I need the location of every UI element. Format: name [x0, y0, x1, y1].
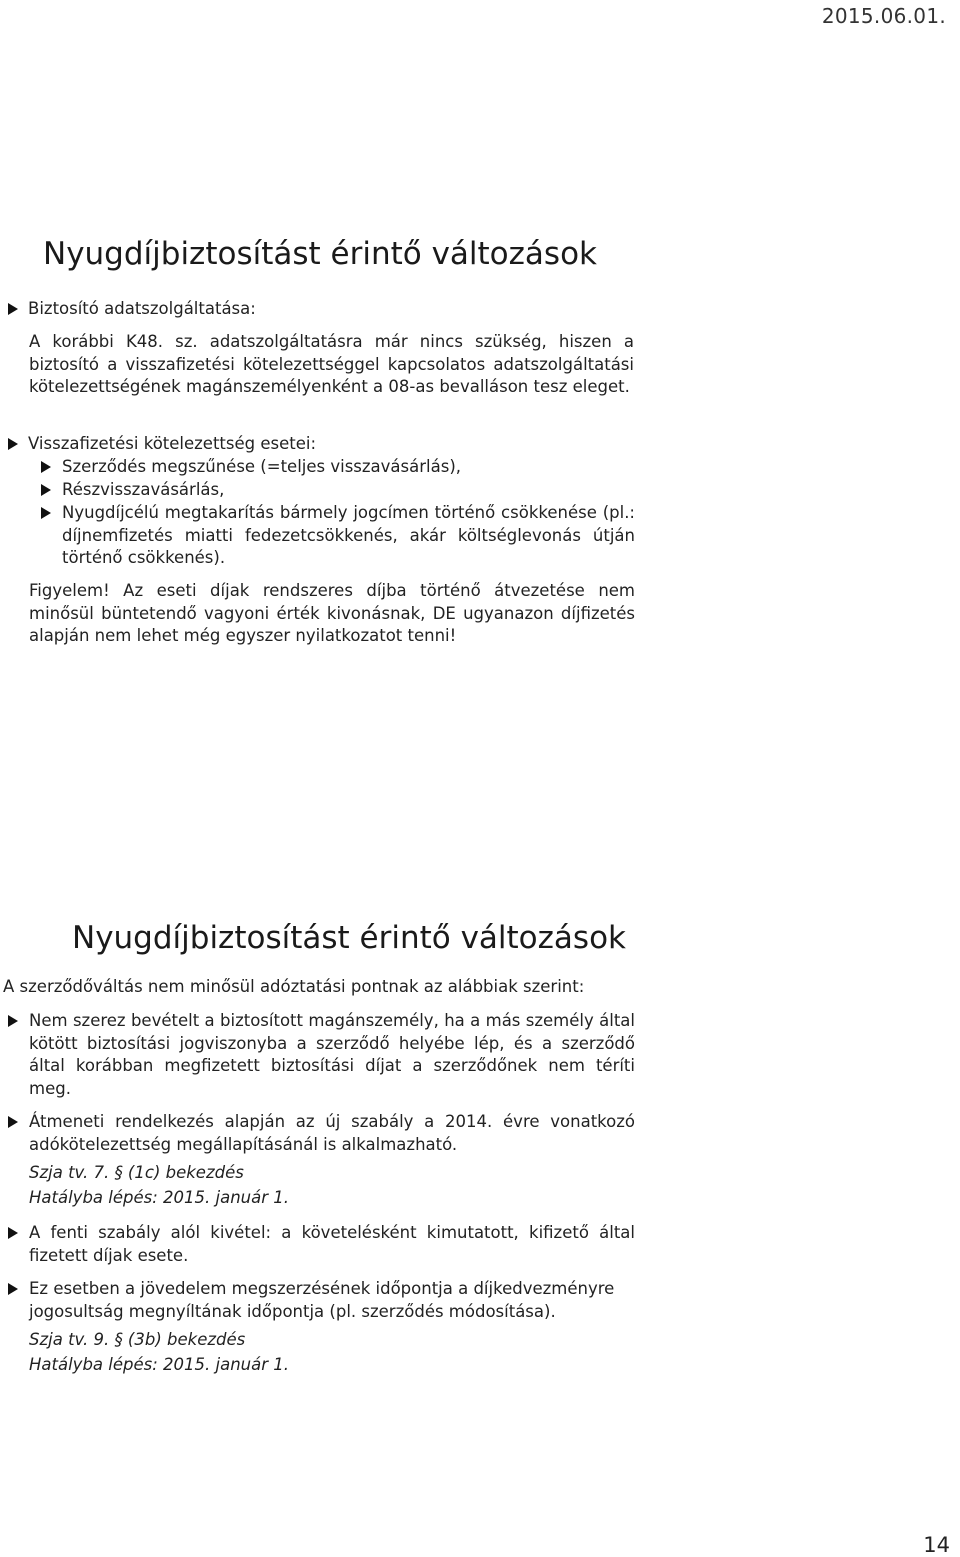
triangle-right-icon	[41, 484, 51, 496]
page-number: 14	[923, 1533, 950, 1557]
bullet-text: Biztosító adatszolgáltatása:	[28, 299, 256, 318]
sub-bullet-item	[41, 479, 635, 502]
slide-2-title: Nyugdíjbiztosítást érintő változások	[72, 920, 626, 956]
triangle-right-icon	[8, 303, 18, 315]
effective-date: Hatályba lépés: 2015. január 1.	[29, 1355, 290, 1374]
slide-1-title: Nyugdíjbiztosítást érintő változások	[43, 236, 597, 272]
triangle-right-icon	[8, 1283, 18, 1295]
sub-bullet-text: Részvisszavásárlás,	[62, 480, 225, 499]
bullet-item	[8, 1222, 635, 1267]
bullet-text: A fenti szabály alól kivétel: a követelésként kimutatott, kifizető által fizetett díjak esete.	[29, 1223, 635, 1265]
bullet-item	[8, 1278, 635, 1323]
law-reference: Szja tv. 9. § (3b) bekezdés	[29, 1330, 246, 1349]
sub-bullet-text: Szerződés megszűnése (=teljes visszavásárlás),	[62, 457, 462, 476]
sub-bullet-text: Nyugdíjcélú megtakarítás bármely jogcímen történő csökkenése (pl.: díjnemfizetés miatti fedezetcsökkenés, akár költséglevonás útján történő csökkenés).	[62, 503, 635, 567]
triangle-right-icon	[8, 438, 18, 450]
bullet-item	[8, 1010, 635, 1100]
bullet-text: Nem szerez bevételt a biztosított magánszemély, ha a más személy által kötött biztosítási jogviszonyba a szerződő helyébe lép, és a szerződő által korábban megfizetett biztosítási díjat a szerződőnek nem téríti meg.	[29, 1011, 635, 1098]
intro-text: A szerződőváltás nem minősül adóztatási pontnak az alábbiak szerint:	[3, 977, 585, 996]
bullet-item	[8, 298, 648, 321]
bullet-item	[8, 1111, 635, 1156]
bullet-text: Átmeneti rendelkezés alapján az új szabály a 2014. évre vonatkozó adókötelezettség megállapításánál is alkalmazható.	[29, 1112, 635, 1154]
triangle-right-icon	[8, 1015, 18, 1027]
bullet-text: Ez esetben a jövedelem megszerzésének időpontja a díjkedvezményre jogosultság megnyíltának időpontja (pl. szerződés módosítása).	[29, 1279, 615, 1321]
law-reference: Szja tv. 7. § (1c) bekezdés	[29, 1163, 244, 1182]
triangle-right-icon	[41, 461, 51, 473]
sub-bullet-item	[41, 502, 635, 570]
triangle-right-icon	[8, 1227, 18, 1239]
bullet-item	[8, 433, 648, 456]
date-label: 2015.06.01.	[821, 4, 946, 28]
triangle-right-icon	[8, 1116, 18, 1128]
warning-paragraph: Figyelem! Az eseti díjak rendszeres díjba történő átvezetése nem minősül büntetendő vagyoni érték kivonásnak, DE ugyanazon díjfizetés alapján nem lehet még egyszer nyilatkozatot tenni!	[29, 581, 635, 645]
triangle-right-icon	[41, 507, 51, 519]
sub-bullet-item	[41, 456, 635, 479]
bullet-text: Visszafizetési kötelezettség esetei:	[28, 434, 317, 453]
paragraph: A korábbi K48. sz. adatszolgáltatásra már nincs szükség, hiszen a biztosító a visszafizetési kötelezettséggel kapcsolatos adatszolgáltatási kötelezettségének magánszemélyenként a 08-as bevalláson tesz eleget.	[29, 332, 634, 396]
effective-date: Hatályba lépés: 2015. január 1.	[29, 1188, 290, 1207]
